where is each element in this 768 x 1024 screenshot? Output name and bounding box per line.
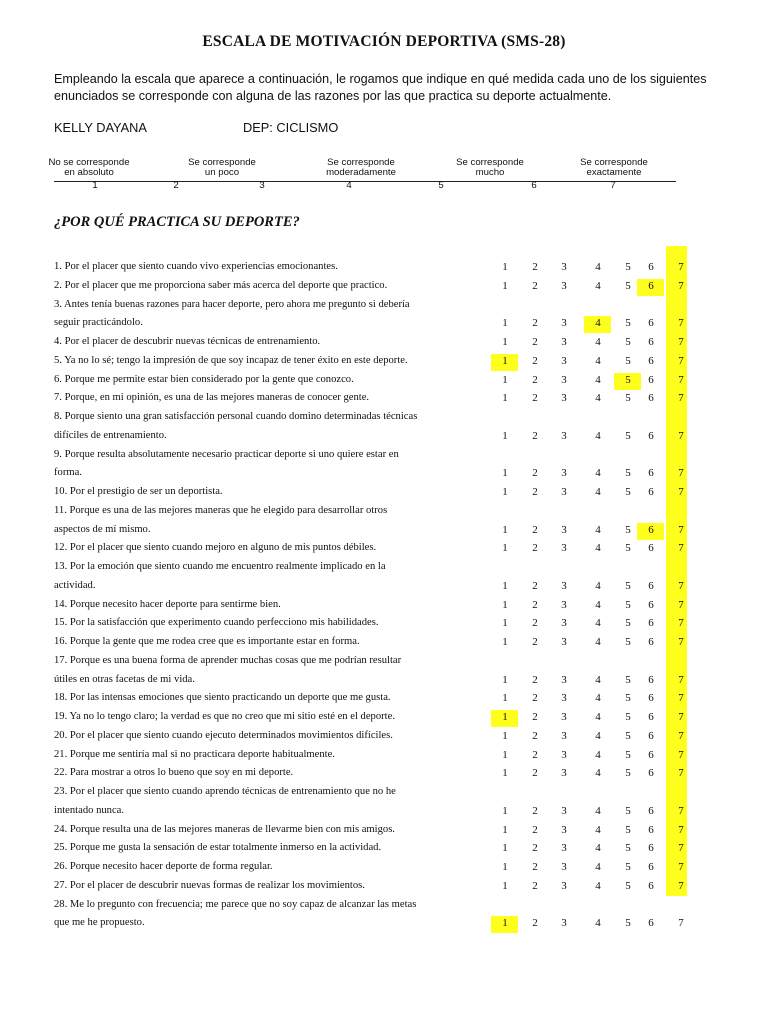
- option-number[interactable]: 7: [678, 711, 684, 723]
- option-number[interactable]: 3: [561, 673, 567, 686]
- option-number[interactable]: 1: [502, 486, 508, 498]
- option-number[interactable]: 5: [625, 804, 631, 817]
- selected-option[interactable]: 6: [648, 279, 654, 292]
- option-number[interactable]: 6: [648, 261, 654, 273]
- item-text: intentado nunca.: [54, 804, 125, 816]
- option-number[interactable]: 4: [595, 354, 601, 367]
- option-number[interactable]: 2: [532, 598, 538, 611]
- option-number[interactable]: 4: [595, 542, 601, 555]
- option-number[interactable]: 4: [595, 279, 601, 292]
- item-text: 28. Me lo pregunto con frecuencia; me parece que no soy capaz de alcanzar las metas: [54, 898, 417, 910]
- option-number[interactable]: 2: [532, 467, 538, 480]
- scale-label-1: No se corresponde en absoluto: [48, 157, 130, 178]
- option-number[interactable]: 1: [502, 392, 508, 405]
- option-number[interactable]: 3: [561, 429, 567, 442]
- option-number[interactable]: 4: [595, 804, 601, 817]
- scale-number: 3: [259, 180, 265, 191]
- option-number[interactable]: 6: [648, 467, 654, 480]
- option-number[interactable]: 4: [595, 767, 601, 780]
- option-number[interactable]: 5: [625, 336, 631, 348]
- option-number[interactable]: 6: [648, 879, 654, 892]
- option-number[interactable]: 4: [595, 579, 601, 592]
- option-number[interactable]: 4: [595, 823, 601, 836]
- option-number[interactable]: 2: [532, 354, 538, 367]
- item-text: útiles en otras facetas de mi vida.: [54, 673, 195, 685]
- scale-number: 1: [92, 180, 98, 191]
- item-text: 10. Por el prestigio de ser un deportista.: [54, 486, 223, 497]
- option-number[interactable]: 7: [678, 917, 684, 930]
- option-number[interactable]: 4: [595, 692, 601, 705]
- item-text: 1. Por el placer que siento cuando vivo experiencias emocionantes.: [54, 261, 338, 272]
- selected-option[interactable]: 1: [502, 354, 508, 367]
- option-number[interactable]: 7: [678, 279, 684, 292]
- option-number[interactable]: 4: [595, 711, 601, 723]
- option-number[interactable]: 3: [561, 617, 567, 630]
- item-text: 22. Para mostrar a otros lo bueno que soy en mi deporte.: [54, 767, 294, 779]
- item-text: 18. Por las intensas emociones que siento practicando un deporte que me gusta.: [54, 692, 391, 704]
- option-number[interactable]: 6: [648, 917, 654, 930]
- option-number[interactable]: 1: [502, 879, 508, 892]
- scale-number: 7: [610, 180, 616, 191]
- option-number[interactable]: 3: [561, 354, 567, 367]
- option-number[interactable]: 2: [532, 486, 538, 498]
- option-number[interactable]: 6: [648, 598, 654, 611]
- selected-option[interactable]: 7: [678, 598, 684, 611]
- option-number[interactable]: 1: [502, 261, 508, 273]
- scale-number: 4: [346, 180, 352, 191]
- option-number[interactable]: 5: [625, 523, 631, 536]
- option-number[interactable]: 6: [648, 392, 654, 405]
- option-number[interactable]: 4: [595, 392, 601, 405]
- option-number[interactable]: 2: [532, 842, 538, 855]
- option-number[interactable]: 6: [648, 711, 654, 723]
- item-text: 12. Por el placer que siento cuando mejoro en alguno de mis puntos débiles.: [54, 542, 377, 554]
- selected-option[interactable]: 7: [678, 617, 684, 630]
- selected-option[interactable]: 6: [648, 523, 654, 536]
- option-number[interactable]: 5: [625, 579, 631, 592]
- item-text: 20. Por el placer que siento cuando ejecuto determinados movimientos difíciles.: [54, 729, 393, 741]
- option-number[interactable]: 3: [561, 917, 567, 930]
- option-number[interactable]: 5: [625, 617, 631, 630]
- selected-option[interactable]: 7: [678, 804, 684, 817]
- option-number[interactable]: 4: [595, 373, 601, 386]
- option-number[interactable]: 3: [561, 261, 567, 273]
- option-number[interactable]: 5: [625, 917, 631, 930]
- option-number[interactable]: 4: [595, 429, 601, 442]
- option-number[interactable]: 3: [561, 317, 567, 330]
- option-number[interactable]: 6: [648, 842, 654, 855]
- selected-option[interactable]: 7: [678, 861, 684, 873]
- selected-option[interactable]: 7: [678, 392, 684, 405]
- option-number[interactable]: 3: [561, 598, 567, 611]
- scale-number: 2: [173, 180, 179, 191]
- option-number[interactable]: 6: [648, 579, 654, 592]
- selected-option[interactable]: 7: [678, 579, 684, 592]
- scale-label-6: Se corresponde mucho: [456, 157, 524, 178]
- option-number[interactable]: 4: [595, 598, 601, 611]
- option-number[interactable]: 1: [502, 523, 508, 536]
- item-text: 8. Porque siento una gran satisfacción personal cuando domino determinadas técnicas: [54, 411, 418, 422]
- option-number[interactable]: 6: [648, 692, 654, 705]
- selected-option[interactable]: 7: [678, 879, 684, 892]
- scale-number: 5: [438, 180, 444, 191]
- option-number[interactable]: 3: [561, 279, 567, 292]
- item-text: que me he propuesto.: [54, 917, 145, 929]
- option-number[interactable]: 5: [625, 467, 631, 480]
- item-text: 7. Porque, en mi opinión, es una de las mejores maneras de conocer gente.: [54, 392, 370, 404]
- option-number[interactable]: 1: [502, 767, 508, 780]
- page-title: ESCALA DE MOTIVACIÓN DEPORTIVA (SMS-28): [202, 33, 566, 50]
- option-number[interactable]: 6: [648, 486, 654, 498]
- option-number[interactable]: 3: [561, 879, 567, 892]
- item-text: 6. Porque me permite estar bien considerado por la gente que conozco.: [54, 373, 354, 385]
- option-number[interactable]: 2: [532, 711, 538, 723]
- option-number[interactable]: 4: [595, 261, 601, 273]
- option-number[interactable]: 5: [625, 261, 631, 273]
- selected-option[interactable]: 7: [678, 748, 684, 761]
- option-number[interactable]: 2: [532, 767, 538, 780]
- option-number[interactable]: 1: [502, 429, 508, 442]
- option-number[interactable]: 6: [648, 804, 654, 817]
- option-number[interactable]: 3: [561, 842, 567, 855]
- respondent-name: KELLY DAYANA: [54, 120, 147, 135]
- option-number[interactable]: 4: [595, 523, 601, 536]
- scale-number: 6: [531, 180, 537, 191]
- option-number[interactable]: 3: [561, 861, 567, 873]
- option-number[interactable]: 6: [648, 729, 654, 742]
- option-number[interactable]: 1: [502, 336, 508, 348]
- item-text: 27. Por el placer de descubrir nuevas formas de realizar los movimientos.: [54, 879, 365, 891]
- item-text: 5. Ya no lo sé; tengo la impresión de que soy incapaz de tener éxito en este deporte.: [54, 354, 408, 366]
- option-number[interactable]: 4: [595, 467, 601, 480]
- item-text: aspectos de mí mismo.: [54, 523, 151, 535]
- option-number[interactable]: 2: [532, 636, 538, 648]
- section-heading: ¿POR QUÉ PRACTICA SU DEPORTE?: [54, 214, 300, 230]
- option-number[interactable]: 2: [532, 748, 538, 761]
- option-number[interactable]: 5: [625, 879, 631, 892]
- option-number[interactable]: 6: [648, 617, 654, 630]
- option-number[interactable]: 5: [625, 598, 631, 611]
- option-number[interactable]: 7: [678, 317, 684, 330]
- item-text: 9. Porque resulta absolutamente necesario practicar deporte si uno quiere estar en: [54, 448, 399, 460]
- option-number[interactable]: 1: [502, 636, 508, 648]
- item-text: seguir practicándolo.: [54, 317, 143, 329]
- selected-option[interactable]: 7: [678, 542, 684, 555]
- option-number[interactable]: 2: [532, 917, 538, 930]
- option-number[interactable]: 6: [648, 429, 654, 442]
- item-text: 4. Por el placer de descubrir nuevas técnicas de entrenamiento.: [54, 336, 321, 347]
- scale-label-3: Se corresponde un poco: [188, 157, 256, 178]
- item-text: 23. Por el placer que siento cuando aprendo técnicas de entrenamiento que no he: [54, 786, 396, 797]
- option-number[interactable]: 7: [678, 373, 684, 386]
- option-number[interactable]: 1: [502, 748, 508, 761]
- item-text: 16. Porque la gente que me rodea cree que es importante estar en forma.: [54, 636, 360, 647]
- option-number[interactable]: 3: [561, 636, 567, 648]
- option-number[interactable]: 4: [595, 842, 601, 855]
- option-number[interactable]: 3: [561, 392, 567, 405]
- option-number[interactable]: 7: [678, 354, 684, 367]
- selected-option[interactable]: 5: [625, 373, 631, 386]
- option-number[interactable]: 3: [561, 804, 567, 817]
- option-number[interactable]: 3: [561, 542, 567, 555]
- option-number[interactable]: 3: [561, 711, 567, 723]
- option-number[interactable]: 4: [595, 486, 601, 498]
- option-number[interactable]: 1: [502, 804, 508, 817]
- option-number[interactable]: 5: [625, 279, 631, 292]
- selected-option[interactable]: 1: [502, 711, 508, 723]
- respondent-department: DEP: CICLISMO: [243, 120, 339, 135]
- option-number[interactable]: 4: [595, 917, 601, 930]
- selected-option[interactable]: 7: [678, 261, 684, 273]
- option-number[interactable]: 6: [648, 673, 654, 686]
- option-number[interactable]: 1: [502, 598, 508, 611]
- item-text: difíciles de entrenamiento.: [54, 429, 167, 441]
- option-number[interactable]: 3: [561, 336, 567, 348]
- item-text: 21. Porque me sentiría mal si no practicara deporte habitualmente.: [54, 748, 335, 760]
- option-number[interactable]: 3: [561, 486, 567, 498]
- item-text: 2. Por el placer que me proporciona saber más acerca del deporte que practico.: [54, 279, 388, 291]
- item-text: 15. Por la satisfacción que experimento cuando perfecciono mis habilidades.: [54, 617, 379, 629]
- option-number[interactable]: 1: [502, 579, 508, 592]
- option-number[interactable]: 2: [532, 673, 538, 686]
- selected-option[interactable]: 7: [678, 673, 684, 686]
- option-number[interactable]: 5: [625, 842, 631, 855]
- option-number[interactable]: 2: [532, 261, 538, 273]
- option-number[interactable]: 5: [625, 392, 631, 405]
- item-text: 24. Porque resulta una de las mejores maneras de llevarme bien con mis amigos.: [54, 823, 395, 835]
- option-number[interactable]: 2: [532, 317, 538, 330]
- option-number[interactable]: 5: [625, 636, 631, 648]
- option-number[interactable]: 1: [502, 467, 508, 480]
- option-number[interactable]: 2: [532, 617, 538, 630]
- selected-option[interactable]: 7: [678, 767, 684, 780]
- selected-option[interactable]: 4: [595, 317, 601, 330]
- option-number[interactable]: 5: [625, 692, 631, 705]
- option-number[interactable]: 5: [625, 486, 631, 498]
- item-text: forma.: [54, 467, 82, 479]
- option-number[interactable]: 4: [595, 617, 601, 630]
- selected-option[interactable]: 7: [678, 486, 684, 498]
- option-number[interactable]: 2: [532, 429, 538, 442]
- option-number[interactable]: 4: [595, 748, 601, 761]
- option-number[interactable]: 2: [532, 579, 538, 592]
- option-number[interactable]: 1: [502, 692, 508, 705]
- option-number[interactable]: 2: [532, 804, 538, 817]
- option-number[interactable]: 5: [625, 748, 631, 761]
- option-number[interactable]: 2: [532, 729, 538, 742]
- scale-label-4: Se corresponde moderadamente: [326, 157, 396, 178]
- option-number[interactable]: 1: [502, 542, 508, 555]
- option-number[interactable]: 1: [502, 861, 508, 873]
- option-number[interactable]: 5: [625, 317, 631, 330]
- scale-label-7: Se corresponde exactamente: [580, 157, 648, 178]
- option-number[interactable]: 5: [625, 823, 631, 836]
- option-number[interactable]: 6: [648, 354, 654, 367]
- option-number[interactable]: 6: [648, 636, 654, 648]
- option-number[interactable]: 3: [561, 692, 567, 705]
- option-number[interactable]: 6: [648, 317, 654, 330]
- option-number[interactable]: 4: [595, 879, 601, 892]
- option-number[interactable]: 2: [532, 692, 538, 705]
- instructions-line: enunciados se corresponde con alguna de las razones por las que practica su deporte actualmente.: [54, 89, 612, 103]
- option-number[interactable]: 4: [595, 861, 601, 873]
- item-text: 17. Porque es una buena forma de aprender muchas cosas que me podrían resultar: [54, 654, 402, 666]
- option-number[interactable]: 2: [532, 823, 538, 836]
- option-number[interactable]: 1: [502, 317, 508, 330]
- instructions-line: Empleando la escala que aparece a continuación, le rogamos que indique en qué medida cada uno de los siguientes: [54, 72, 707, 86]
- option-number[interactable]: 2: [532, 392, 538, 405]
- option-number[interactable]: 5: [625, 673, 631, 686]
- option-number[interactable]: 1: [502, 673, 508, 686]
- selected-option[interactable]: 7: [678, 636, 684, 648]
- option-number[interactable]: 1: [502, 823, 508, 836]
- option-number[interactable]: 1: [502, 842, 508, 855]
- option-number[interactable]: 5: [625, 354, 631, 367]
- option-number[interactable]: 7: [678, 523, 684, 536]
- option-number[interactable]: 3: [561, 467, 567, 480]
- option-number[interactable]: 5: [625, 711, 631, 723]
- option-number[interactable]: 3: [561, 729, 567, 742]
- item-text: 19. Ya no lo tengo claro; la verdad es que no creo que mi sitio esté en el deporte.: [54, 711, 395, 722]
- option-number[interactable]: 4: [595, 636, 601, 648]
- option-number[interactable]: 3: [561, 823, 567, 836]
- item-text: 14. Porque necesito hacer deporte para sentirme bien.: [54, 598, 281, 610]
- option-number[interactable]: 2: [532, 373, 538, 386]
- selected-option[interactable]: 7: [678, 336, 684, 348]
- item-text: 25. Porque me gusta la sensación de estar totalmente inmerso en la actividad.: [54, 842, 382, 854]
- option-number[interactable]: 5: [625, 729, 631, 742]
- selected-option[interactable]: 7: [678, 692, 684, 705]
- item-text: 26. Porque necesito hacer deporte de forma regular.: [54, 861, 273, 872]
- option-number[interactable]: 5: [625, 767, 631, 780]
- option-number[interactable]: 1: [502, 617, 508, 630]
- option-number[interactable]: 6: [648, 336, 654, 348]
- option-number[interactable]: 5: [625, 429, 631, 442]
- selected-option[interactable]: 1: [502, 917, 508, 930]
- option-number[interactable]: 3: [561, 373, 567, 386]
- selected-option[interactable]: 7: [678, 729, 684, 742]
- item-text: 11. Porque es una de las mejores maneras que he elegido para desarrollar otros: [54, 504, 388, 516]
- item-text: actividad.: [54, 579, 96, 591]
- selected-option[interactable]: 7: [678, 842, 684, 855]
- option-number[interactable]: 2: [532, 336, 538, 348]
- option-number[interactable]: 6: [648, 861, 654, 873]
- option-number[interactable]: 2: [532, 861, 538, 873]
- option-number[interactable]: 2: [532, 279, 538, 292]
- option-number[interactable]: 6: [648, 748, 654, 761]
- option-number[interactable]: 3: [561, 767, 567, 780]
- option-number[interactable]: 1: [502, 373, 508, 386]
- option-number[interactable]: 1: [502, 279, 508, 292]
- option-number[interactable]: 2: [532, 879, 538, 892]
- option-number[interactable]: 3: [561, 748, 567, 761]
- option-number[interactable]: 1: [502, 729, 508, 742]
- option-number[interactable]: 5: [625, 542, 631, 555]
- item-text: 3. Antes tenía buenas razones para hacer deporte, pero ahora me pregunto si debería: [54, 298, 410, 310]
- option-number[interactable]: 4: [595, 729, 601, 742]
- option-number[interactable]: 6: [648, 542, 654, 555]
- option-number[interactable]: 3: [561, 579, 567, 592]
- selected-option[interactable]: 7: [678, 429, 684, 442]
- option-number[interactable]: 6: [648, 823, 654, 836]
- option-number[interactable]: 4: [595, 336, 601, 348]
- option-number[interactable]: 6: [648, 767, 654, 780]
- item-text: 13. Por la emoción que siento cuando me encuentro realmente implicado en la: [54, 561, 386, 572]
- option-number[interactable]: 5: [625, 861, 631, 873]
- option-number[interactable]: 3: [561, 523, 567, 536]
- option-number[interactable]: 2: [532, 542, 538, 555]
- option-number[interactable]: 4: [595, 673, 601, 686]
- option-number[interactable]: 6: [648, 373, 654, 386]
- selected-option[interactable]: 7: [678, 823, 684, 836]
- selected-option[interactable]: 7: [678, 467, 684, 480]
- option-number[interactable]: 2: [532, 523, 538, 536]
